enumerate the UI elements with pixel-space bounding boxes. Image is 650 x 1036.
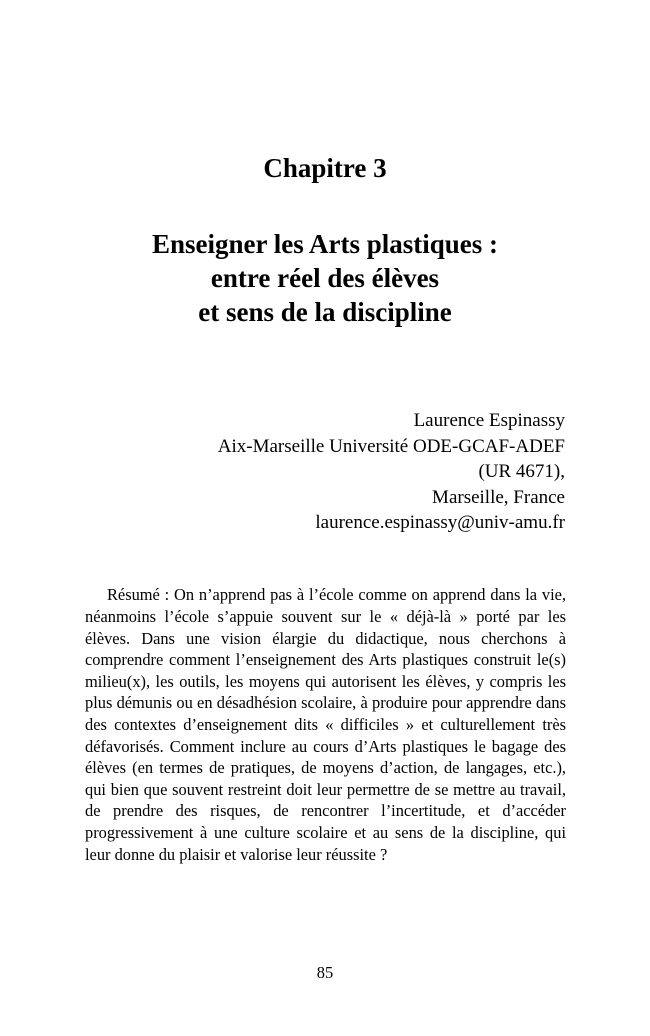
- author-email: laurence.espinassy@univ-amu.fr: [315, 512, 565, 533]
- chapter-title-line: et sens de la discipline: [198, 297, 452, 327]
- author-block: [85, 408, 565, 536]
- author-name: Laurence Espinassy: [413, 410, 565, 431]
- author-location: Marseille, France: [432, 486, 565, 508]
- chapter-title-line: Enseigner les Arts plastiques :: [151, 229, 499, 259]
- chapter-title: [0, 227, 650, 329]
- abstract-paragraph: Résumé : On n’apprend pas à l’école comme on apprend dans la vie, néanmoins l’école s’appuie souvent sur le « déjà-là » porté par les élèves. Dans une vision élargie du didactique, nous cherchons à comprendre comment l’enseignement des Arts plastiques construit le(s) milieu(x), les outils, les moyens qui autorisent les élèves, y compris les plus démunis ou en désadhésion scolaire, à produire pour apprendre dans des contextes d’enseignement dits « difficiles » et culturellement très défavorisés. Comment inclure au cours d’Arts plastiques le bagage des élèves (en termes de pratiques, de moyens d’action, de langages, etc.), qui bien que souvent restreint doit leur permettre de se mettre au travail, de prendre des risques, de rencontrer l’incertitude, et d’accéder progressivement à une culture scolaire et au sens de la discipline, qui leur donne du plaisir et valorise leur réussite ?: [85, 585, 566, 864]
- author-affiliation: Aix-Marseille Université ODE-GCAF-ADEF: [217, 435, 565, 457]
- page-number: 85: [316, 963, 334, 982]
- chapter-title-line: entre réel des élèves: [210, 263, 440, 293]
- author-unit: (UR 4671),: [478, 461, 565, 482]
- chapter-label: Chapitre 3: [263, 153, 387, 183]
